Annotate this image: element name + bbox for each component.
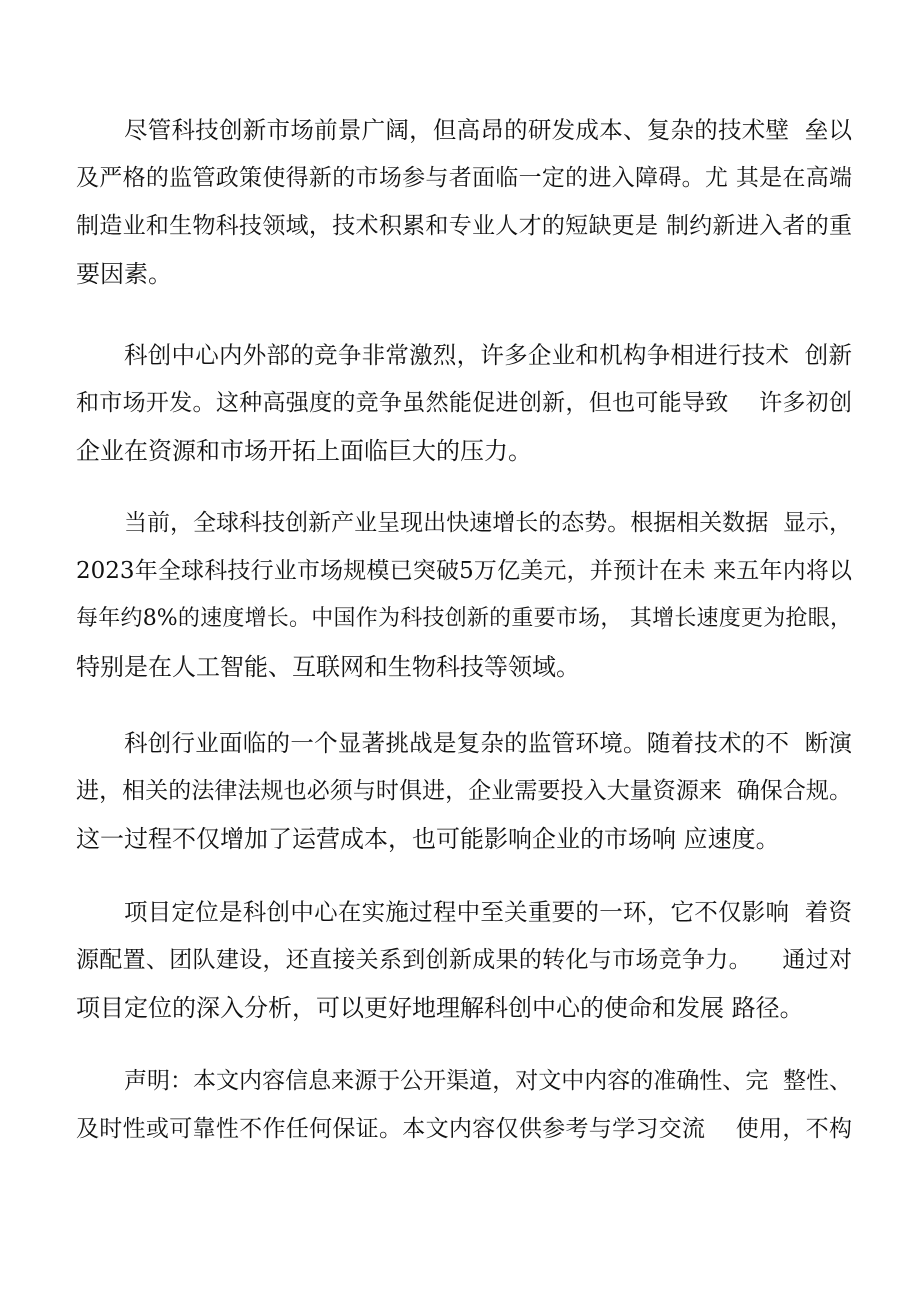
text-line: 源配置、团队建设，还直接关系到创新成果的转化与市场竞争力。 通过对 bbox=[76, 947, 852, 973]
text-line: 声明：本文内容信息来源于公开渠道，对文中内容的准确性、完 整性、 bbox=[124, 1068, 852, 1094]
text-line: 企业在资源和市场开拓上面临巨大的压力。 bbox=[76, 437, 532, 465]
paragraph-competition bbox=[76, 331, 852, 475]
paragraph-positioning bbox=[76, 888, 852, 1032]
text-line: 每年约8%的速度增长。中国作为科技创新的重要市场， 其增长速度更为抢眼， bbox=[76, 606, 852, 631]
text-line: 项目定位是科创中心在实施过程中至关重要的一环，它不仅影响 着资 bbox=[124, 898, 852, 926]
paragraph-market-barriers bbox=[76, 106, 852, 298]
text-line: 特别是在人工智能、互联网和生物科技等领域。 bbox=[76, 653, 580, 681]
text-line: 进，相关的法律法规也必须与时俱进，企业需要投入大量资源来 确保合规。 bbox=[76, 778, 852, 804]
text-line: 当前，全球科技创新产业呈现出快速增长的态势。根据相关数据 显示， bbox=[124, 510, 852, 536]
text-line: 及时性或可靠性不作任何保证。本文内容仅供参考与学习交流 使用，不构 bbox=[76, 1116, 852, 1142]
text-line: 要因素。 bbox=[76, 260, 172, 288]
text-line: 尽管科技创新市场前景广阔，但高昂的研发成本、复杂的技术壁 垒以 bbox=[124, 116, 852, 144]
text-line: 项目定位的深入分析，可以更好地理解科创中心的使命和发展 路径。 bbox=[76, 994, 804, 1022]
text-line: 制造业和生物科技领域，技术积累和专业人才的短缺更是 制约新进入者的重 bbox=[76, 213, 852, 239]
text-line: 及严格的监管政策使得新的市场参与者面临一定的进入障碍。尤 其是在高端 bbox=[76, 165, 852, 191]
paragraph-regulation bbox=[76, 719, 852, 863]
text-line: 和市场开发。这种高强度的竞争虽然能促进创新，但也可能导致 许多初创 bbox=[76, 390, 852, 416]
text-line: 2023年全球科技行业市场规模已突破5万亿美元，并预计在未 来五年内将以 bbox=[76, 558, 852, 584]
paragraph-disclaimer bbox=[76, 1057, 852, 1153]
text-line: 科创行业面临的一个显著挑战是复杂的监管环境。随着技术的不 断演 bbox=[124, 729, 852, 757]
text-line: 这一过程不仅增加了运营成本，也可能影响企业的市场响 应速度。 bbox=[76, 825, 780, 853]
paragraph-market-growth bbox=[76, 499, 852, 691]
text-line: 科创中心内外部的竞争非常激烈，许多企业和机构争相进行技术 创新 bbox=[124, 341, 852, 369]
